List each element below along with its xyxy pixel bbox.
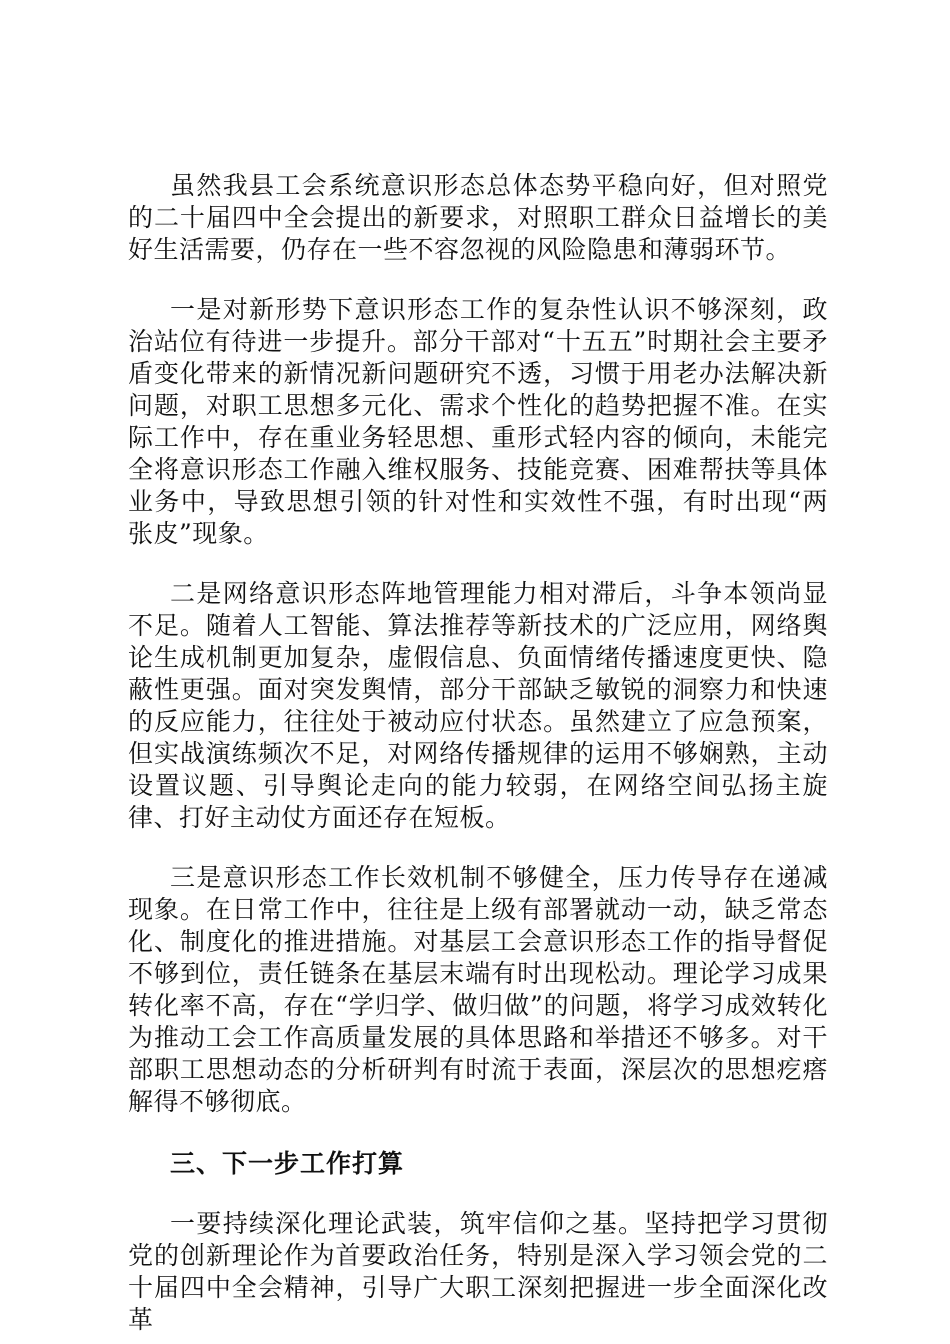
- section-heading: 三、下一步工作打算: [170, 1149, 405, 1178]
- intro-paragraph: 虽然我县工会系统意识形态总体态势平稳向好，但对照党的二十届四中全会提出的新要求，对照职工群众日益增长的美好生活需要，仍存在一些不容忽视的风险隐患和薄弱环节。: [128, 171, 828, 264]
- issue-one-paragraph: 一是对新形势下意识形态工作的复杂性认识不够深刻，政治站位有待进一步提升。部分干部对“十五五”时期社会主要矛盾变化带来的新情况新问题研究不透，习惯于用老办法解决新问题，对职工思想多元化、需求个性化的趋势把握不准。在实际工作中，存在重业务轻思想、重形式轻内容的倾向，未能完全将意识形态工作融入维权服务、技能竞赛、困难帮扶等具体业务中，导致思想引领的针对性和实效性不强，有时出现“两张皮”现象。: [128, 295, 828, 548]
- issue-two-paragraph: 二是网络意识形态阵地管理能力相对滞后，斗争本领尚显不足。随着人工智能、算法推荐等新技术的广泛应用，网络舆论生成机制更加复杂，虚假信息、负面情绪传播速度更快、隐蔽性更强。面对突发舆情，部分干部缺乏敏锐的洞察力和快速的反应能力，往往处于被动应付状态。虽然建立了应急预案，但实战演练频次不足，对网络传播规律的运用不够娴熟，主动设置议题、引导舆论走向的能力较弱，在网络空间弘扬主旋律、打好主动仗方面还存在短板。: [128, 579, 828, 832]
- issue-three-paragraph: 三是意识形态工作长效机制不够健全，压力传导存在递减现象。在日常工作中，往往是上级有部署就动一动，缺乏常态化、制度化的推进措施。对基层工会意识形态工作的指导督促不够到位，责任链条在基层末端有时出现松动。理论学习成果转化率不高，存在“学归学、做归做”的问题，将学习成效转化为推动工会工作高质量发展的具体思路和举措还不够多。对干部职工思想动态的分析研判有时流于表面，深层次的思想疙瘩解得不够彻底。: [128, 863, 828, 1116]
- plan-one-paragraph: 一要持续深化理论武装，筑牢信仰之基。坚持把学习贯彻党的创新理论作为首要政治任务，特别是深入学习领会党的二十届四中全会精神，引导广大职工深刻把握进一步全面深化改革: [128, 1209, 828, 1334]
- document-page: [128, 170, 828, 1336]
